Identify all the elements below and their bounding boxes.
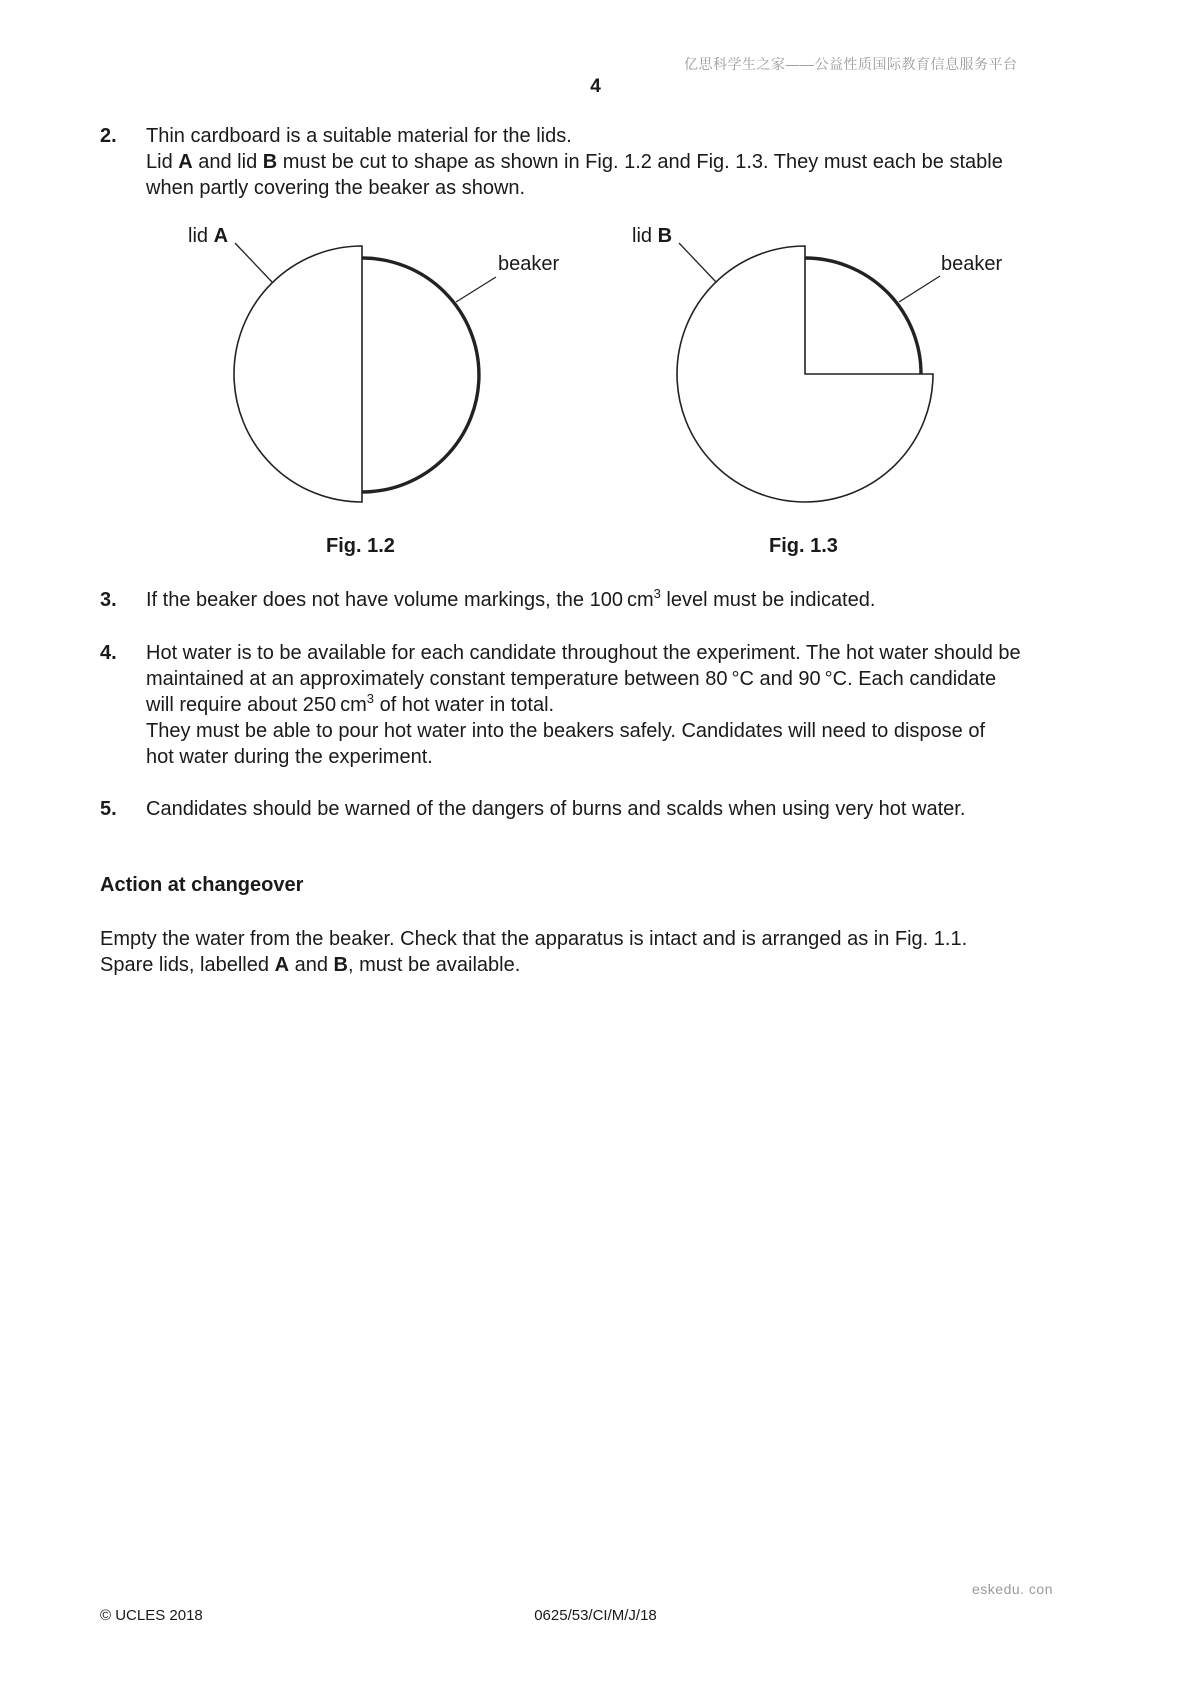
text-run: and [289, 954, 334, 976]
text-run: will require about 250 cm [146, 694, 367, 716]
lid-b-label [632, 225, 672, 248]
changeover-paragraph [100, 926, 1100, 978]
fig-1-3-diagram [677, 243, 940, 502]
text-run: , must be available. [347, 954, 521, 976]
lid-b-shape [677, 246, 933, 502]
item-text-line: Hot water is to be available for each candidate throughout the experiment. The hot water should be [146, 642, 1021, 664]
fig-1-2-caption: Fig. 1.2 [326, 535, 395, 557]
lid-letter: B [262, 151, 278, 173]
item-text-line [146, 692, 1100, 718]
item-text-line: Candidates should be warned of the dangers of burns and scalds when using very hot water. [146, 798, 966, 820]
paragraph-line: Empty the water from the beaker. Check that the apparatus is intact and is arranged as in Fig. 1.1. [100, 928, 968, 950]
superscript: 3 [653, 586, 661, 601]
item-text-line: Thin cardboard is a suitable material for the lids. [146, 125, 572, 147]
fig-1-3-caption: Fig. 1.3 [769, 535, 838, 557]
item-number: 5. [100, 798, 117, 820]
figures-area [0, 0, 1191, 560]
instruction-item-4 [100, 640, 1100, 770]
lid-letter: A [213, 225, 229, 247]
beaker-rim-b [805, 258, 921, 374]
item-number: 4. [100, 642, 117, 664]
lid-letter: A [274, 954, 290, 976]
item-number: 2. [100, 125, 117, 147]
paragraph-line [100, 952, 1100, 978]
instruction-item-3 [100, 587, 1100, 613]
item-text-line: hot water during the experiment. [146, 746, 433, 768]
changeover-heading: Action at changeover [100, 874, 304, 896]
lid-letter: B [657, 225, 673, 247]
item-text-line [146, 587, 1100, 613]
text-run: lid [188, 225, 214, 247]
text-run: Lid [146, 151, 179, 173]
copyright: © UCLES 2018 [100, 1607, 203, 1624]
text-run: level must be indicated. [660, 589, 876, 611]
text-run: If the beaker does not have volume markings, the 100 cm [146, 589, 654, 611]
superscript: 3 [366, 691, 375, 706]
header-watermark: 亿思科学生之家——公益性质国际教育信息服务平台 [684, 56, 1018, 72]
text-run: Spare lids, labelled [100, 954, 275, 976]
beaker-a-label: beaker [498, 253, 560, 275]
page-number: 4 [590, 76, 601, 97]
lid-a-leader [235, 243, 272, 282]
text-run: of hot water in total. [374, 694, 555, 716]
fig-1-2-diagram [234, 243, 496, 502]
lid-a-label [188, 225, 228, 248]
beaker-a-leader [456, 277, 496, 302]
lid-a-shape [234, 246, 362, 502]
lid-diagrams [0, 0, 1191, 560]
lid-letter: B [333, 954, 348, 976]
lid-b-leader [679, 243, 716, 282]
beaker-rim-a [362, 258, 479, 492]
item-text-line: They must be able to pour hot water into the beakers safely. Candidates will need to dispose of [146, 720, 986, 742]
beaker-b-label: beaker [941, 253, 1003, 275]
lid-letter: A [178, 151, 193, 173]
document-code: 0625/53/CI/M/J/18 [534, 1607, 657, 1624]
item-text-line: maintained at an approximately constant temperature between 80 °C and 90 °C. Each candidate [146, 668, 997, 690]
item-text-line: when partly covering the beaker as shown. [146, 177, 526, 199]
item-number: 3. [100, 589, 117, 611]
text-run: lid [632, 225, 658, 247]
text-run: and lid [192, 151, 263, 173]
beaker-b-leader [899, 276, 940, 302]
instruction-item-5 [100, 796, 1100, 822]
text-run: must be cut to shape as shown in Fig. 1.2 and Fig. 1.3. They must each be stable [277, 151, 1003, 173]
footer-watermark: eskedu. con [972, 1581, 1053, 1597]
